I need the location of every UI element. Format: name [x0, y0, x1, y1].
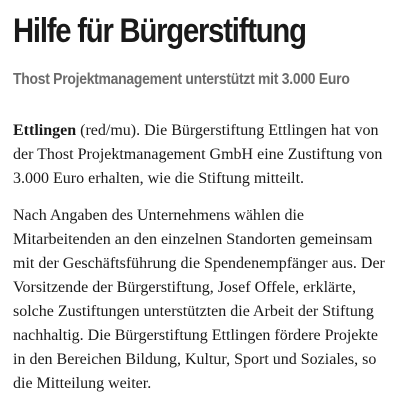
paragraph-text: (red/mu). Die Bürgerstiftung Ettlingen hat von der Thost Projektmanagement GmbH eine Zustiftung von 3.000 Euro erhalten, wie die Stiftung mitteilt.	[13, 122, 383, 187]
article-body	[13, 119, 389, 396]
article-paragraph: Nach Angaben des Unternehmens wählen die Mitarbeitenden an den einzelnen Standorten gemeinsam mit der Geschäftsführung die Spendenempfänger aus. Der Vorsitzende der Bürgerstiftung, Josef Offele, erklärte, solche Zustiftungen unterstützten die Arbeit der Stiftung nachhaltig. Die Bürgerstiftung Ettlingen fördere Projekte in den Bereichen Bildung, Kultur, Sport und Soziales, so die Mitteilung weiter.	[13, 207, 385, 392]
article	[13, 0, 389, 409]
dateline: Ettlingen	[13, 122, 77, 139]
article-paragraph	[13, 119, 389, 191]
article-headline: Hilfe für Bürgerstiftung	[13, 12, 306, 50]
article-subheadline: Thost Projektmanagement unterstützt mit 3.000 Euro	[13, 71, 350, 88]
